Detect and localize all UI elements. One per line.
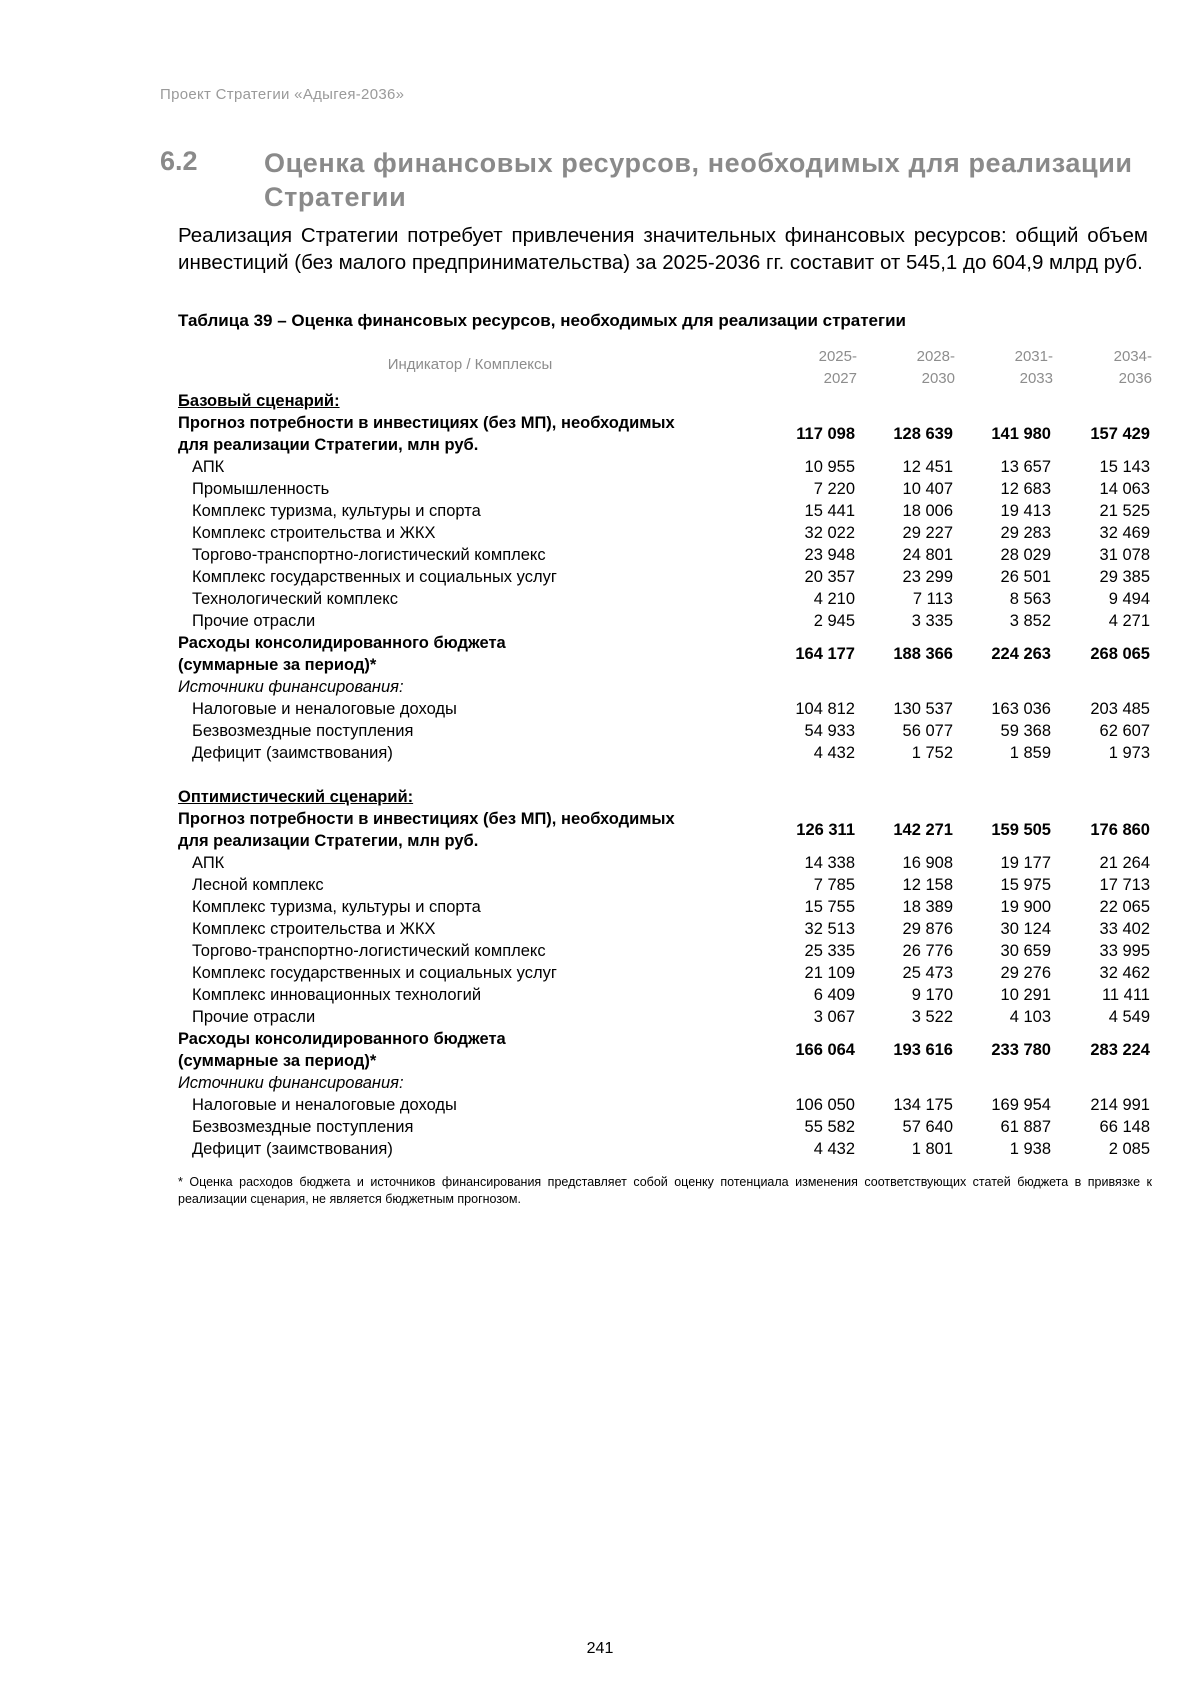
empty-cell [1053,1072,1152,1094]
value-cell: 15 143 [1099,458,1150,476]
intro-paragraph: Реализация Стратегии потребует привлечения значительных финансовых ресурсов: общий объем инвестиций (без малого предпринимательства) за 2025-2036 гг. составит от 545,1 до 604,9 млрд руб. [178,224,1148,274]
value-cell: 61 887 [1000,1118,1051,1136]
value-cell: 164 177 [795,645,855,663]
table-row [178,940,1152,962]
row-label: Торгово-транспортно-логистический комплекс [192,546,546,564]
investment-label [178,808,762,852]
value-cell: 3 335 [911,612,953,630]
row-label: Комплекс государственных и социальных услуг [192,568,557,586]
label-line: Прогноз потребности в инвестициях (без МП), необходимых [178,810,675,828]
value-cell: 104 812 [795,700,855,718]
row-label: Безвозмездные поступления [192,722,414,740]
budget-label [178,1028,762,1072]
value-cell: 4 549 [1108,1008,1150,1026]
value-cell: 188 366 [893,645,953,663]
empty-cell [857,786,955,808]
table-row [178,1116,1152,1138]
optimistic-scenario-title: Оптимистический сценарий: [178,788,414,806]
row-label: Прочие отрасли [192,612,316,630]
value-cell: 126 311 [796,821,855,839]
table-row [178,720,1152,742]
value-cell: 283 224 [1090,1041,1150,1059]
empty-cell [762,676,857,698]
value-cell: 9 170 [911,986,953,1004]
value-cell: 21 264 [1099,854,1150,872]
optimistic-scenario-sources-label-row [178,1072,1152,1094]
header-period-4-start: 2034- [1113,348,1152,365]
investment-label [178,412,762,456]
value-cell: 19 900 [1000,898,1051,916]
table-footnote: * Оценка расходов бюджета и источников финансирования представляет собой оценку потенциала изменения соответствующих статей бюджета в привязке к реализации сценария, не является бюджетным прогнозом. [178,1175,1152,1206]
value-cell: 26 776 [902,942,953,960]
value-cell: 2 085 [1108,1140,1150,1158]
empty-cell [1053,676,1152,698]
table-row [178,1138,1152,1160]
value-cell: 3 067 [813,1008,855,1026]
value-cell: 28 029 [1000,546,1051,564]
value-cell: 29 385 [1099,568,1150,586]
table-row [178,896,1152,918]
table-row [178,478,1152,500]
value-cell: 56 077 [902,722,953,740]
value-cell: 22 065 [1099,898,1150,916]
base-scenario-title: Базовый сценарий: [178,392,340,410]
header-period-3-end: 2033 [1019,370,1053,387]
header-period-1-end: 2027 [823,370,857,387]
value-cell: 203 485 [1090,700,1150,718]
table-row [178,984,1152,1006]
empty-cell [762,786,857,808]
value-cell: 2 945 [813,612,855,630]
value-cell: 159 505 [991,821,1051,839]
value-cell: 62 607 [1099,722,1150,740]
empty-cell [762,390,857,412]
header-period-1 [762,346,857,390]
header-period-3-start: 2031- [1014,348,1053,365]
table-row [178,610,1152,632]
header-period-2 [857,346,955,390]
row-label: Комплекс туризма, культуры и спорта [192,502,481,520]
empty-cell [1053,390,1152,412]
table-row [178,962,1152,984]
value-cell: 54 933 [804,722,855,740]
value-cell: 29 283 [1000,524,1051,542]
value-cell: 30 659 [1000,942,1051,960]
table-row [178,698,1152,720]
value-cell: 10 955 [804,458,855,476]
value-cell: 193 616 [893,1041,953,1059]
empty-cell [857,676,955,698]
value-cell: 29 227 [902,524,953,542]
table-row [178,852,1152,874]
label-line: Расходы консолидированного бюджета [178,634,506,652]
value-cell: 134 175 [893,1096,953,1114]
value-cell: 18 006 [902,502,953,520]
row-label: Технологический комплекс [192,590,398,608]
header-period-2-start: 2028- [916,348,955,365]
value-cell: 3 852 [1009,612,1051,630]
value-cell: 55 582 [804,1118,855,1136]
value-cell: 10 291 [1000,986,1051,1004]
optimistic-scenario-title-row [178,786,1152,808]
sources-label: Источники финансирования: [178,1074,404,1092]
value-cell: 1 801 [911,1140,953,1158]
value-cell: 4 103 [1009,1008,1051,1026]
empty-cell [955,786,1053,808]
value-cell: 8 563 [1009,590,1051,608]
table-caption: Таблица 39 – Оценка финансовых ресурсов, необходимых для реализации стратегии [178,311,906,330]
empty-cell [857,390,955,412]
value-cell: 25 335 [804,942,855,960]
value-cell: 10 407 [902,480,953,498]
value-cell: 25 473 [902,964,953,982]
table-row [178,566,1152,588]
value-cell: 21 525 [1099,502,1150,520]
optimistic-scenario-budget-row [178,1028,1152,1072]
scenario-gap [178,764,1152,786]
section-title: Оценка финансовых ресурсов, необходимых для реализации Стратегии [264,148,1133,212]
value-cell: 233 780 [991,1041,1051,1059]
value-cell: 4 210 [813,590,855,608]
value-cell: 142 271 [893,821,953,839]
value-cell: 7 785 [813,876,855,894]
value-cell: 1 973 [1108,744,1150,762]
value-cell: 12 451 [902,458,953,476]
label-line: (суммарные за период)* [178,1052,377,1070]
value-cell: 18 389 [902,898,953,916]
header-period-4 [1053,346,1152,390]
value-cell: 157 429 [1090,425,1150,443]
empty-cell [955,1072,1053,1094]
value-cell: 224 263 [991,645,1051,663]
empty-cell [857,1072,955,1094]
value-cell: 32 462 [1099,964,1150,982]
value-cell: 166 064 [795,1041,855,1059]
value-cell: 214 991 [1090,1096,1150,1114]
label-line: Прогноз потребности в инвестициях (без МП), необходимых [178,414,675,432]
value-cell: 6 409 [813,986,855,1004]
value-cell: 32 469 [1099,524,1150,542]
sources-label: Источники финансирования: [178,678,404,696]
empty-cell [1053,764,1152,786]
value-cell: 169 954 [991,1096,1051,1114]
header-label: Индикатор / Комплексы [387,356,553,373]
value-cell: 23 299 [902,568,953,586]
value-cell: 128 639 [893,425,953,443]
value-cell: 17 713 [1099,876,1150,894]
value-cell: 3 522 [911,1008,953,1026]
row-label: Комплекс строительства и ЖКХ [192,920,436,938]
base-scenario-sources-label-row [178,676,1152,698]
optimistic-scenario-investment-row [178,808,1152,852]
document-header: Проект Стратегии «Адыгея-2036» [160,86,405,103]
value-cell: 30 124 [1000,920,1051,938]
empty-cell [762,764,857,786]
value-cell: 33 402 [1099,920,1150,938]
value-cell: 15 441 [804,502,855,520]
value-cell: 7 220 [813,480,855,498]
header-period-2-end: 2030 [921,370,955,387]
value-cell: 7 113 [912,590,953,608]
value-cell: 14 338 [804,854,855,872]
table-body [178,346,1152,1160]
label-line: (суммарные за период)* [178,656,377,674]
row-label: Лесной комплекс [192,876,324,894]
value-cell: 12 683 [1000,480,1051,498]
value-cell: 26 501 [1000,568,1051,586]
empty-cell [955,764,1053,786]
value-cell: 163 036 [991,700,1051,718]
table-row [178,1006,1152,1028]
value-cell: 117 098 [796,425,855,443]
value-cell: 31 078 [1099,546,1150,564]
base-scenario-title-row [178,390,1152,412]
value-cell: 19 177 [1000,854,1051,872]
value-cell: 57 640 [902,1118,953,1136]
empty-cell [762,1072,857,1094]
row-label: Безвозмездные поступления [192,1118,414,1136]
value-cell: 268 065 [1090,645,1150,663]
value-cell: 16 908 [902,854,953,872]
empty-cell [857,764,955,786]
value-cell: 130 537 [893,700,953,718]
budget-label [178,632,762,676]
row-label: Дефицит (заимствования) [192,1140,393,1158]
table-row [178,456,1152,478]
value-cell: 4 432 [813,1140,855,1158]
row-label: Комплекс строительства и ЖКХ [192,524,436,542]
value-cell: 1 752 [911,744,953,762]
table-row [178,874,1152,896]
base-scenario-investment-row [178,412,1152,456]
row-label: Прочие отрасли [192,1008,316,1026]
empty-cell [955,390,1053,412]
value-cell: 15 755 [804,898,855,916]
table-row [178,918,1152,940]
table-row [178,522,1152,544]
row-label: АПК [192,854,225,872]
value-cell: 1 938 [1009,1140,1051,1158]
header-period-1-start: 2025- [818,348,857,365]
row-label: Дефицит (заимствования) [192,744,393,762]
value-cell: 141 980 [991,425,1051,443]
row-label: Комплекс туризма, культуры и спорта [192,898,481,916]
table-row [178,1094,1152,1116]
value-cell: 59 368 [1000,722,1051,740]
value-cell: 1 859 [1009,744,1051,762]
table-row [178,588,1152,610]
value-cell: 11 411 [1101,986,1150,1004]
row-label: Комплекс инновационных технологий [192,986,482,1004]
label-line: для реализации Стратегии, млн руб. [178,832,479,850]
row-label: Налоговые и неналоговые доходы [192,700,457,718]
value-cell: 20 357 [804,568,855,586]
header-period-4-end: 2036 [1118,370,1152,387]
row-label: Налоговые и неналоговые доходы [192,1096,457,1114]
value-cell: 176 860 [1090,821,1150,839]
header-period-3 [955,346,1053,390]
label-line: для реализации Стратегии, млн руб. [178,436,479,454]
financial-resources-table [178,346,1152,1160]
value-cell: 23 948 [804,546,855,564]
value-cell: 19 413 [1000,502,1051,520]
value-cell: 13 657 [1000,458,1051,476]
value-cell: 15 975 [1000,876,1051,894]
value-cell: 32 022 [804,524,855,542]
value-cell: 106 050 [795,1096,855,1114]
value-cell: 4 432 [813,744,855,762]
value-cell: 66 148 [1099,1118,1150,1136]
label-line: Расходы консолидированного бюджета [178,1030,506,1048]
table-row [178,742,1152,764]
row-label: АПК [192,458,225,476]
empty-cell [178,764,762,786]
value-cell: 33 995 [1099,942,1150,960]
value-cell: 4 271 [1108,612,1150,630]
value-cell: 9 494 [1108,590,1150,608]
value-cell: 21 109 [804,964,855,982]
page-number: 241 [586,1640,614,1657]
value-cell: 14 063 [1099,480,1150,498]
section-number: 6.2 [160,146,198,176]
value-cell: 24 801 [902,546,953,564]
value-cell: 32 513 [804,920,855,938]
value-cell: 12 158 [902,876,953,894]
empty-cell [1053,786,1152,808]
empty-cell [955,676,1053,698]
row-label: Комплекс государственных и социальных услуг [192,964,557,982]
base-scenario-budget-row [178,632,1152,676]
row-label: Торгово-транспортно-логистический комплекс [192,942,546,960]
value-cell: 29 276 [1000,964,1051,982]
value-cell: 29 876 [902,920,953,938]
table-row [178,500,1152,522]
table-row [178,544,1152,566]
table-header-row [178,346,1152,390]
row-label: Промышленность [192,480,330,498]
